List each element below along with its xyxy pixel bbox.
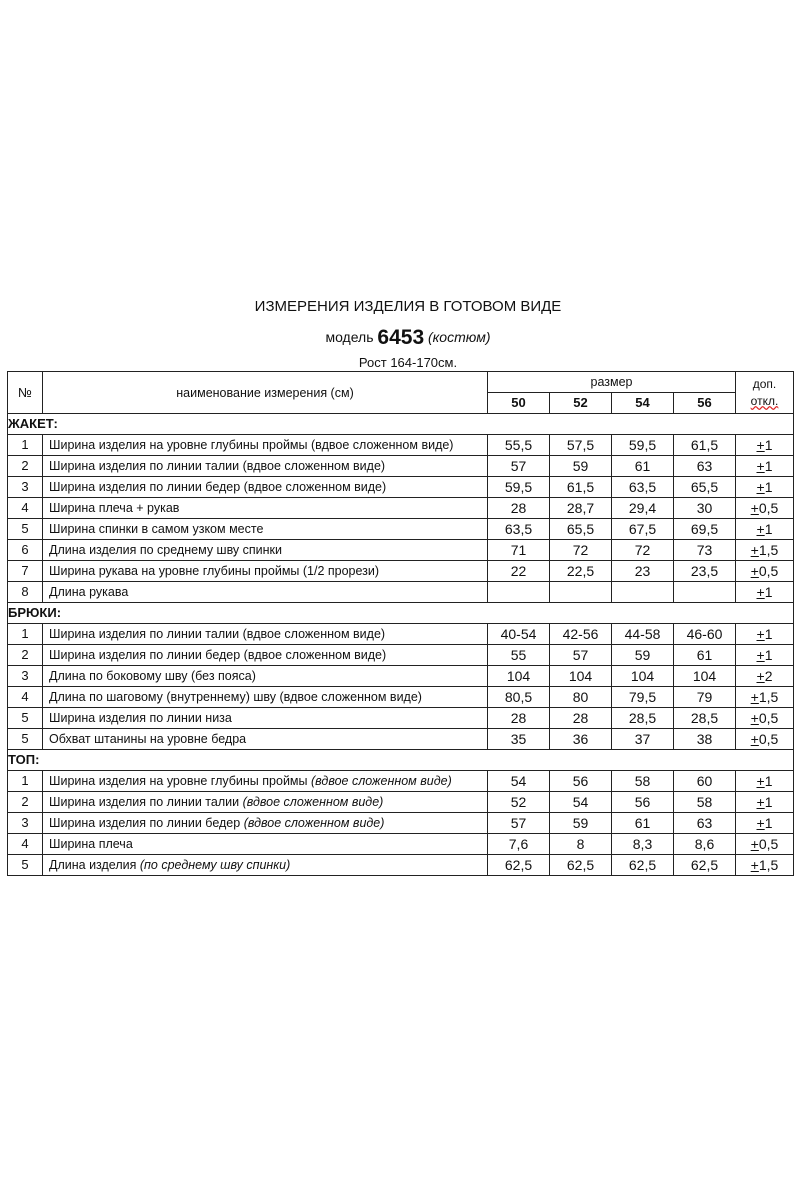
- size-value: 28: [550, 708, 612, 729]
- row-number: 4: [8, 498, 43, 519]
- size-value: [674, 582, 736, 603]
- plus-minus-sign: +: [756, 521, 765, 537]
- measurement-name: [43, 561, 488, 582]
- measurement-name: [43, 498, 488, 519]
- measurement-name: [43, 813, 488, 834]
- size-value: 63,5: [488, 519, 550, 540]
- height-range: Рост 164-170см.: [358, 355, 458, 370]
- size-value: 63: [674, 813, 736, 834]
- row-number: 2: [8, 456, 43, 477]
- measurement-name: [43, 771, 488, 792]
- size-value: 104: [674, 666, 736, 687]
- measurement-name: [43, 540, 488, 561]
- size-value: 79,5: [612, 687, 674, 708]
- measurement-name-text: Ширина изделия по линии бедер: [49, 816, 241, 830]
- plus-minus-sign: +: [756, 626, 765, 642]
- size-value: 28: [488, 708, 550, 729]
- table-row: [8, 540, 794, 561]
- tolerance-amount: 2: [764, 668, 773, 684]
- row-number: 5: [8, 855, 43, 876]
- size-value: 59,5: [612, 435, 674, 456]
- size-value: 37: [612, 729, 674, 750]
- tolerance-value: [736, 540, 794, 561]
- size-value: 79: [674, 687, 736, 708]
- table-row: [8, 456, 794, 477]
- plus-minus-sign: +: [756, 647, 765, 663]
- measurements-body: [8, 414, 794, 876]
- size-header: 50: [488, 393, 550, 414]
- measurement-name: [43, 624, 488, 645]
- measurement-name-text: Ширина изделия по линии талии: [49, 795, 240, 809]
- measurement-name: [43, 435, 488, 456]
- table-row: [8, 561, 794, 582]
- tolerance-amount: 1: [764, 815, 773, 831]
- size-value: 55,5: [488, 435, 550, 456]
- measurement-name-text: Длина рукава: [49, 585, 129, 599]
- size-value: [550, 582, 612, 603]
- size-value: 40-54: [488, 624, 550, 645]
- table-row: [8, 624, 794, 645]
- measurement-name-note: (вдвое сложенном виде): [311, 774, 452, 788]
- measurement-name-note: (вдвое сложенном виде): [243, 816, 385, 830]
- header-tolerance: [736, 372, 794, 414]
- size-value: 59,5: [488, 477, 550, 498]
- tolerance-amount: 0,5: [758, 731, 779, 747]
- section-header-row: [8, 750, 794, 771]
- size-value: [488, 582, 550, 603]
- tolerance-amount: 0,5: [758, 836, 779, 852]
- size-value: 52: [488, 792, 550, 813]
- measurement-name-text: Ширина изделия по линии талии (вдвое сложенном виде): [49, 459, 386, 473]
- tolerance-amount: 1,5: [758, 689, 779, 705]
- plus-minus-sign: +: [756, 458, 765, 474]
- size-value: 7,6: [488, 834, 550, 855]
- section-header-row: [8, 603, 794, 624]
- plus-minus-sign: +: [750, 542, 759, 558]
- plus-minus-sign: +: [756, 479, 765, 495]
- measurement-name: [43, 666, 488, 687]
- size-value: 62,5: [488, 855, 550, 876]
- header-tolerance-top: доп.: [752, 376, 777, 391]
- tolerance-value: [736, 624, 794, 645]
- measurement-name: [43, 729, 488, 750]
- size-value: 65,5: [550, 519, 612, 540]
- size-value: 38: [674, 729, 736, 750]
- row-number: 3: [8, 813, 43, 834]
- measurement-name-note: (по среднему шву спинки): [139, 858, 291, 872]
- size-value: 22,5: [550, 561, 612, 582]
- tolerance-value: [736, 666, 794, 687]
- plus-minus-sign: +: [756, 794, 765, 810]
- tolerance-value: [736, 834, 794, 855]
- measurement-name-text: Ширина рукава на уровне глубины проймы (1/2 прорези): [49, 564, 380, 578]
- plus-minus-sign: +: [750, 689, 759, 705]
- size-value: 23: [612, 561, 674, 582]
- row-number: 4: [8, 834, 43, 855]
- tolerance-value: [736, 456, 794, 477]
- size-header: 54: [612, 393, 674, 414]
- table-row: [8, 687, 794, 708]
- plus-minus-sign: +: [750, 563, 759, 579]
- plus-minus-sign: +: [756, 668, 765, 684]
- size-value: 62,5: [674, 855, 736, 876]
- table-row: [8, 792, 794, 813]
- measurement-name-text: Длина изделия: [49, 858, 137, 872]
- measurement-name-text: Ширина изделия по линии бедер (вдвое сложенном виде): [49, 480, 387, 494]
- measurement-name-text: Ширина изделия на уровне глубины проймы (вдвое сложенном виде): [49, 438, 454, 452]
- model-number: 6453: [377, 326, 425, 349]
- tolerance-amount: 1: [764, 584, 773, 600]
- size-value: 61: [612, 813, 674, 834]
- row-number: 2: [8, 792, 43, 813]
- size-value: 54: [488, 771, 550, 792]
- tolerance-amount: 1,5: [758, 857, 779, 873]
- plus-minus-sign: +: [756, 584, 765, 600]
- size-value: 104: [550, 666, 612, 687]
- size-value: 60: [674, 771, 736, 792]
- size-value: 36: [550, 729, 612, 750]
- measurement-name-text: Ширина изделия по линии низа: [49, 711, 232, 725]
- measurement-name: [43, 456, 488, 477]
- table-row: [8, 435, 794, 456]
- measurement-name: [43, 582, 488, 603]
- size-value: 80: [550, 687, 612, 708]
- size-value: 28,5: [674, 708, 736, 729]
- section-title: ТОП:: [8, 750, 794, 771]
- tolerance-value: [736, 435, 794, 456]
- tolerance-amount: 1: [764, 479, 773, 495]
- row-number: 7: [8, 561, 43, 582]
- section-title: БРЮКИ:: [8, 603, 794, 624]
- tolerance-value: [736, 729, 794, 750]
- measurement-name: [43, 519, 488, 540]
- measurement-name-text: Ширина плеча: [49, 837, 133, 851]
- size-value: 58: [612, 771, 674, 792]
- plus-minus-sign: +: [750, 500, 759, 516]
- model-line: [0, 326, 800, 350]
- tolerance-value: [736, 582, 794, 603]
- row-number: 5: [8, 519, 43, 540]
- size-value: 54: [550, 792, 612, 813]
- section-title: ЖАКЕТ:: [8, 414, 794, 435]
- document-title: ИЗМЕРЕНИЯ ИЗДЕЛИЯ В ГОТОВОМ ВИДЕ: [254, 298, 562, 315]
- size-value: [612, 582, 674, 603]
- tolerance-value: [736, 477, 794, 498]
- size-value: 8,6: [674, 834, 736, 855]
- table-row: [8, 855, 794, 876]
- table-row: [8, 771, 794, 792]
- row-number: 4: [8, 687, 43, 708]
- header-measurement-name: наименование измерения (см): [43, 372, 488, 414]
- measurement-name-text: Ширина спинки в самом узком месте: [49, 522, 264, 536]
- header-number: №: [8, 372, 43, 414]
- row-number: 8: [8, 582, 43, 603]
- size-value: 104: [488, 666, 550, 687]
- measurement-name-text: Длина по боковому шву (без пояса): [49, 669, 256, 683]
- row-number: 5: [8, 708, 43, 729]
- size-value: 28,5: [612, 708, 674, 729]
- size-value: 59: [550, 813, 612, 834]
- size-value: 28,7: [550, 498, 612, 519]
- size-value: 62,5: [550, 855, 612, 876]
- size-value: 69,5: [674, 519, 736, 540]
- table-row: [8, 498, 794, 519]
- size-value: 44-58: [612, 624, 674, 645]
- size-value: 59: [612, 645, 674, 666]
- tolerance-amount: 1: [764, 794, 773, 810]
- size-value: 35: [488, 729, 550, 750]
- table-row: [8, 582, 794, 603]
- tolerance-amount: 1: [764, 521, 773, 537]
- section-header-row: [8, 414, 794, 435]
- row-number: 5: [8, 729, 43, 750]
- table-row: [8, 666, 794, 687]
- size-value: 22: [488, 561, 550, 582]
- measurement-name: [43, 792, 488, 813]
- tolerance-amount: 1: [764, 773, 773, 789]
- size-value: 8,3: [612, 834, 674, 855]
- tolerance-value: [736, 708, 794, 729]
- size-value: 63,5: [612, 477, 674, 498]
- tolerance-value: [736, 645, 794, 666]
- measurement-name-text: Длина по шаговому (внутреннему) шву (вдвое сложенном виде): [49, 690, 422, 704]
- size-value: 72: [612, 540, 674, 561]
- size-value: 57: [488, 813, 550, 834]
- size-value: 104: [612, 666, 674, 687]
- row-number: 1: [8, 435, 43, 456]
- size-value: 61: [674, 645, 736, 666]
- measurement-name-text: Ширина изделия по линии талии (вдвое сложенном виде): [49, 627, 386, 641]
- size-value: 61,5: [550, 477, 612, 498]
- size-value: 80,5: [488, 687, 550, 708]
- row-number: 3: [8, 477, 43, 498]
- measurements-table: [7, 371, 794, 876]
- tolerance-amount: 1: [764, 458, 773, 474]
- model-prefix: модель: [325, 329, 374, 345]
- tolerance-amount: 1: [764, 437, 773, 453]
- tolerance-amount: 0,5: [758, 563, 779, 579]
- size-value: 62,5: [612, 855, 674, 876]
- table-row: [8, 477, 794, 498]
- header-size: размер: [488, 372, 736, 393]
- plus-minus-sign: +: [756, 815, 765, 831]
- size-value: 57: [550, 645, 612, 666]
- tolerance-value: [736, 687, 794, 708]
- row-number: 1: [8, 624, 43, 645]
- tolerance-amount: 1: [764, 647, 773, 663]
- tolerance-value: [736, 855, 794, 876]
- row-number: 1: [8, 771, 43, 792]
- measurement-name-text: Длина изделия по среднему шву спинки: [49, 543, 283, 557]
- measurement-name: [43, 477, 488, 498]
- size-value: 30: [674, 498, 736, 519]
- table-row: [8, 519, 794, 540]
- size-value: 71: [488, 540, 550, 561]
- measurement-name: [43, 645, 488, 666]
- measurement-name-text: Ширина плеча + рукав: [49, 501, 180, 515]
- tolerance-amount: 0,5: [758, 710, 779, 726]
- size-value: 56: [550, 771, 612, 792]
- size-value: 29,4: [612, 498, 674, 519]
- size-value: 72: [550, 540, 612, 561]
- size-value: 59: [550, 456, 612, 477]
- measurement-name-note: (вдвое сложенном виде): [242, 795, 384, 809]
- row-number: 3: [8, 666, 43, 687]
- size-value: 61,5: [674, 435, 736, 456]
- table-row: [8, 708, 794, 729]
- size-value: 8: [550, 834, 612, 855]
- row-number: 2: [8, 645, 43, 666]
- plus-minus-sign: +: [750, 710, 759, 726]
- model-type: (костюм): [428, 329, 491, 345]
- size-value: 61: [612, 456, 674, 477]
- size-value: 42-56: [550, 624, 612, 645]
- measurement-name: [43, 855, 488, 876]
- row-number: 6: [8, 540, 43, 561]
- tolerance-amount: 1: [764, 626, 773, 642]
- table-row: [8, 834, 794, 855]
- measurement-name: [43, 708, 488, 729]
- tolerance-value: [736, 561, 794, 582]
- tolerance-value: [736, 498, 794, 519]
- size-value: 55: [488, 645, 550, 666]
- size-header: 56: [674, 393, 736, 414]
- plus-minus-sign: +: [756, 437, 765, 453]
- measurement-name-text: Обхват штанины на уровне бедра: [49, 732, 247, 746]
- measurement-name-text: Ширина изделия на уровне глубины проймы: [49, 774, 308, 788]
- size-value: 56: [612, 792, 674, 813]
- tolerance-value: [736, 519, 794, 540]
- header-tolerance-bottom: откл.: [750, 393, 779, 408]
- tolerance-amount: 1,5: [758, 542, 779, 558]
- size-value: 65,5: [674, 477, 736, 498]
- tolerance-amount: 0,5: [758, 500, 779, 516]
- size-value: 67,5: [612, 519, 674, 540]
- measurement-name-text: Ширина изделия по линии бедер (вдвое сложенном виде): [49, 648, 387, 662]
- size-value: 58: [674, 792, 736, 813]
- size-value: 57: [488, 456, 550, 477]
- size-value: 23,5: [674, 561, 736, 582]
- size-header: 52: [550, 393, 612, 414]
- tolerance-value: [736, 771, 794, 792]
- table-row: [8, 645, 794, 666]
- measurement-name: [43, 834, 488, 855]
- tolerance-value: [736, 813, 794, 834]
- size-value: 28: [488, 498, 550, 519]
- plus-minus-sign: +: [750, 857, 759, 873]
- size-value: 57,5: [550, 435, 612, 456]
- size-value: 73: [674, 540, 736, 561]
- tolerance-value: [736, 792, 794, 813]
- table-row: [8, 729, 794, 750]
- plus-minus-sign: +: [750, 731, 759, 747]
- table-row: [8, 813, 794, 834]
- size-value: 46-60: [674, 624, 736, 645]
- plus-minus-sign: +: [750, 836, 759, 852]
- measurement-name: [43, 687, 488, 708]
- plus-minus-sign: +: [756, 773, 765, 789]
- size-value: 63: [674, 456, 736, 477]
